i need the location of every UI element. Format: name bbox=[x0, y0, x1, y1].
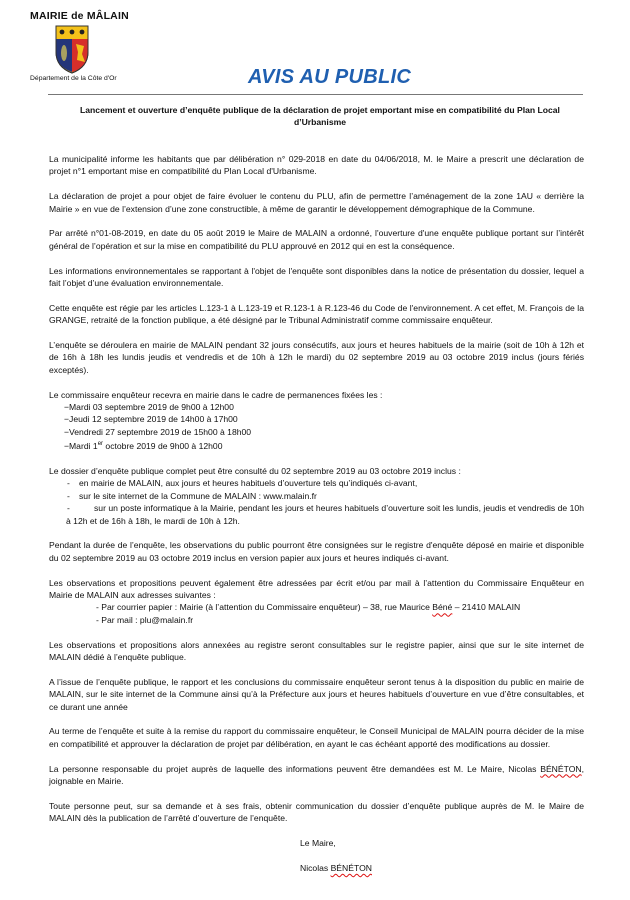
postal-address-text: - Par courrier papier : Mairie (à l’attention du Commissaire enquêteur) – 38, rue Maurice bbox=[96, 602, 433, 613]
department-label: Département de la Côte d'Or bbox=[30, 75, 117, 82]
permanence-item: −Mardi 03 septembre 2019 de 9h00 à 12h00 bbox=[64, 402, 234, 413]
street-name: Béné bbox=[432, 602, 453, 613]
paragraph-deliberation: La municipalité informe les habitants que par délibération n° 029-2018 en date du 04/06/2018, M. le Maire a prescrit une déclaration de projet n°1 emportant mise en compatibilité du Plan Local d'Urbanisme. bbox=[49, 154, 584, 177]
mairie-name: MAIRIE de MÂLAIN bbox=[30, 10, 129, 22]
permanences-list bbox=[49, 401, 584, 452]
dash-bullet: - bbox=[67, 503, 70, 514]
email-address: - Par mail : plu@malain.fr bbox=[96, 614, 194, 625]
consultation-website: sur le site internet de la Commune de MALAIN : www.malain.fr bbox=[79, 490, 317, 501]
paragraph-addresses-intro: Les observations et propositions peuvent également être adressées par écrit et/ou par mail à l’attention du Commissaire Enquêteur en Mairie de MALAIN aux adresses suivantes : bbox=[49, 577, 584, 600]
paragraph-legal-basis: Cette enquête est régie par les articles L.123-1 à L.123-19 et R.123-1 à R.123-46 du Code de l'environnement. A cet effet, M. François de la GRANGE, retraité de la fonction publique, a été désigné par le Tribunal Administratif comme commissaire enquêteur. bbox=[49, 302, 584, 326]
permanence-time: octobre 2019 de 9h00 à 12h00 bbox=[103, 441, 223, 452]
postal-code-city: – 21410 MALAIN bbox=[452, 602, 521, 613]
paragraph-permanences-intro: Le commissaire enquêteur recevra en mairie dans le cadre de permanences fixées les : bbox=[49, 389, 383, 400]
permanence-date: −Mardi 1 bbox=[64, 441, 98, 452]
paragraph-council-decision: Au terme de l’enquête et suite à la remise du rapport du commissaire enquêteur, le Conseil Municipal de MALAIN pourra décider de la mise en compatibilité et approuver la déclaration de projet par délibération, en ayant le cas échéant apporté des modifications au dossier. bbox=[49, 726, 584, 749]
paragraph-observations: Pendant la durée de l’enquête, les observations du public pourront être consignées sur le registre d'enquête déposé en mairie et disponible du 02 septembre 2019 au 03 octobre 2019 inclus en version papier aux jours et heures indiqués ci-avant. bbox=[49, 540, 584, 563]
responsible-text-end: , joignable en Mairie. bbox=[49, 763, 584, 786]
paragraph-report-availability: A l’issue de l’enquête publique, le rapport et les conclusions du commissaire enquêteur seront tenus à la disposition du public en mairie de MALAIN, sur le site internet de la Commune ainsi qu’à la Préfecture aux jours et heures habituels d’ouverture en vue d’être consultables, et ce durant une année bbox=[49, 676, 584, 712]
notice-title: AVIS AU PUBLIC bbox=[248, 66, 412, 88]
paragraph-enquiry-period: L’enquête se déroulera en mairie de MALAIN pendant 32 jours consécutifs, aux jours et heures habituels de la mairie (soit de 10h à 12h et de 16h à 18h les lundis jeudis et vendredis et de 10h à 12h le mardi) du 02 septembre 2019 au 03 octobre 2019 inclus (jours fériés exceptés). bbox=[49, 340, 584, 375]
consultation-item bbox=[49, 502, 584, 527]
letterhead bbox=[0, 0, 630, 105]
dash-bullet: - bbox=[67, 478, 70, 489]
mayor-surname: BÉNÉTON bbox=[540, 763, 582, 774]
header-divider bbox=[48, 94, 583, 95]
paragraph-arrete: Par arrêté n°01-08-2019, en date du 05 août 2019 le Maire de MALAIN a ordonné, l'ouverture d'une enquête publique portant sur l’intérêt général de l’opération et sur la mise en compatibilité du PLU approuvé en 2012 qui en est la conséquence. bbox=[49, 228, 584, 251]
notice-subtitle: Lancement et ouverture d’enquête publique de la déclaration de projet emportant mise en compatibilité du Plan Local d’Urbanisme bbox=[80, 105, 560, 127]
postal-address bbox=[49, 601, 584, 613]
permanence-item bbox=[49, 438, 584, 452]
permanence-item: −Jeudi 12 septembre 2019 de 14h00 à 17h00 bbox=[64, 414, 238, 425]
signature-last-name: BÉNÉTON bbox=[330, 862, 372, 873]
paragraph-dossier-communication: Toute personne peut, sur sa demande et à ses frais, obtenir communication du dossier d’enquête publique auprès de M. le Maire de MALAIN dès la publication de l’arrêté d’ouverture de l’enquête. bbox=[49, 800, 584, 824]
permanence-item: −Vendredi 27 septembre 2019 de 15h00 à 18h00 bbox=[64, 426, 252, 437]
consultation-item bbox=[49, 477, 584, 489]
responsible-text: La personne responsable du projet auprès de laquelle des informations peuvent être demandées est M. Le Maire, Nicolas bbox=[49, 763, 541, 774]
ordinal-suffix: er bbox=[97, 441, 104, 448]
paragraph-consultation-intro: Le dossier d’enquête publique complet peut être consulté du 02 septembre 2019 au 03 octobre 2019 inclus : bbox=[49, 465, 461, 476]
consultation-item bbox=[49, 490, 584, 502]
consultation-text: sur un poste informatique à la Mairie, pendant les jours et heures habituels d’ouverture soit les lundis, jeudis et vendredis de 10h à 12h et de 16h à 18h, le mardi de 10h à 12h. bbox=[66, 503, 584, 526]
paragraph-project-purpose: La déclaration de projet a pour objet de faire évoluer le contenu du PLU, afin de permettre l’aménagement de la zone 1AU « derrière la Mairie » en vue de l’extension d’une zone constructible, à même de garantir le développement démographique de la Commune. bbox=[49, 191, 584, 214]
notice-body bbox=[49, 153, 584, 887]
paragraph-environment: Les informations environnementales se rapportant à l'objet de l'enquête sont disponibles dans la notice de présentation du dossier, lequel a fait l’objet d’une évaluation environnementale. bbox=[49, 265, 584, 289]
signature-name bbox=[49, 862, 584, 874]
signature-role: Le Maire, bbox=[300, 837, 336, 848]
coat-of-arms-icon bbox=[54, 24, 90, 74]
dash-bullet: - bbox=[67, 490, 70, 501]
consultation-text: en mairie de MALAIN, aux jours et heures habituels d’ouverture tels qu’indiqués ci-avant, bbox=[79, 478, 418, 489]
consultation-list bbox=[49, 477, 584, 527]
address-list bbox=[49, 601, 584, 626]
paragraph-annexed-observations: Les observations et propositions alors annexées au registre seront consultables sur le registre papier, ainsi que sur le site internet de MALAIN dédié à l’enquête publique. bbox=[49, 639, 584, 662]
paragraph-responsible-person bbox=[49, 763, 584, 788]
signature-first-name: Nicolas bbox=[300, 862, 331, 873]
